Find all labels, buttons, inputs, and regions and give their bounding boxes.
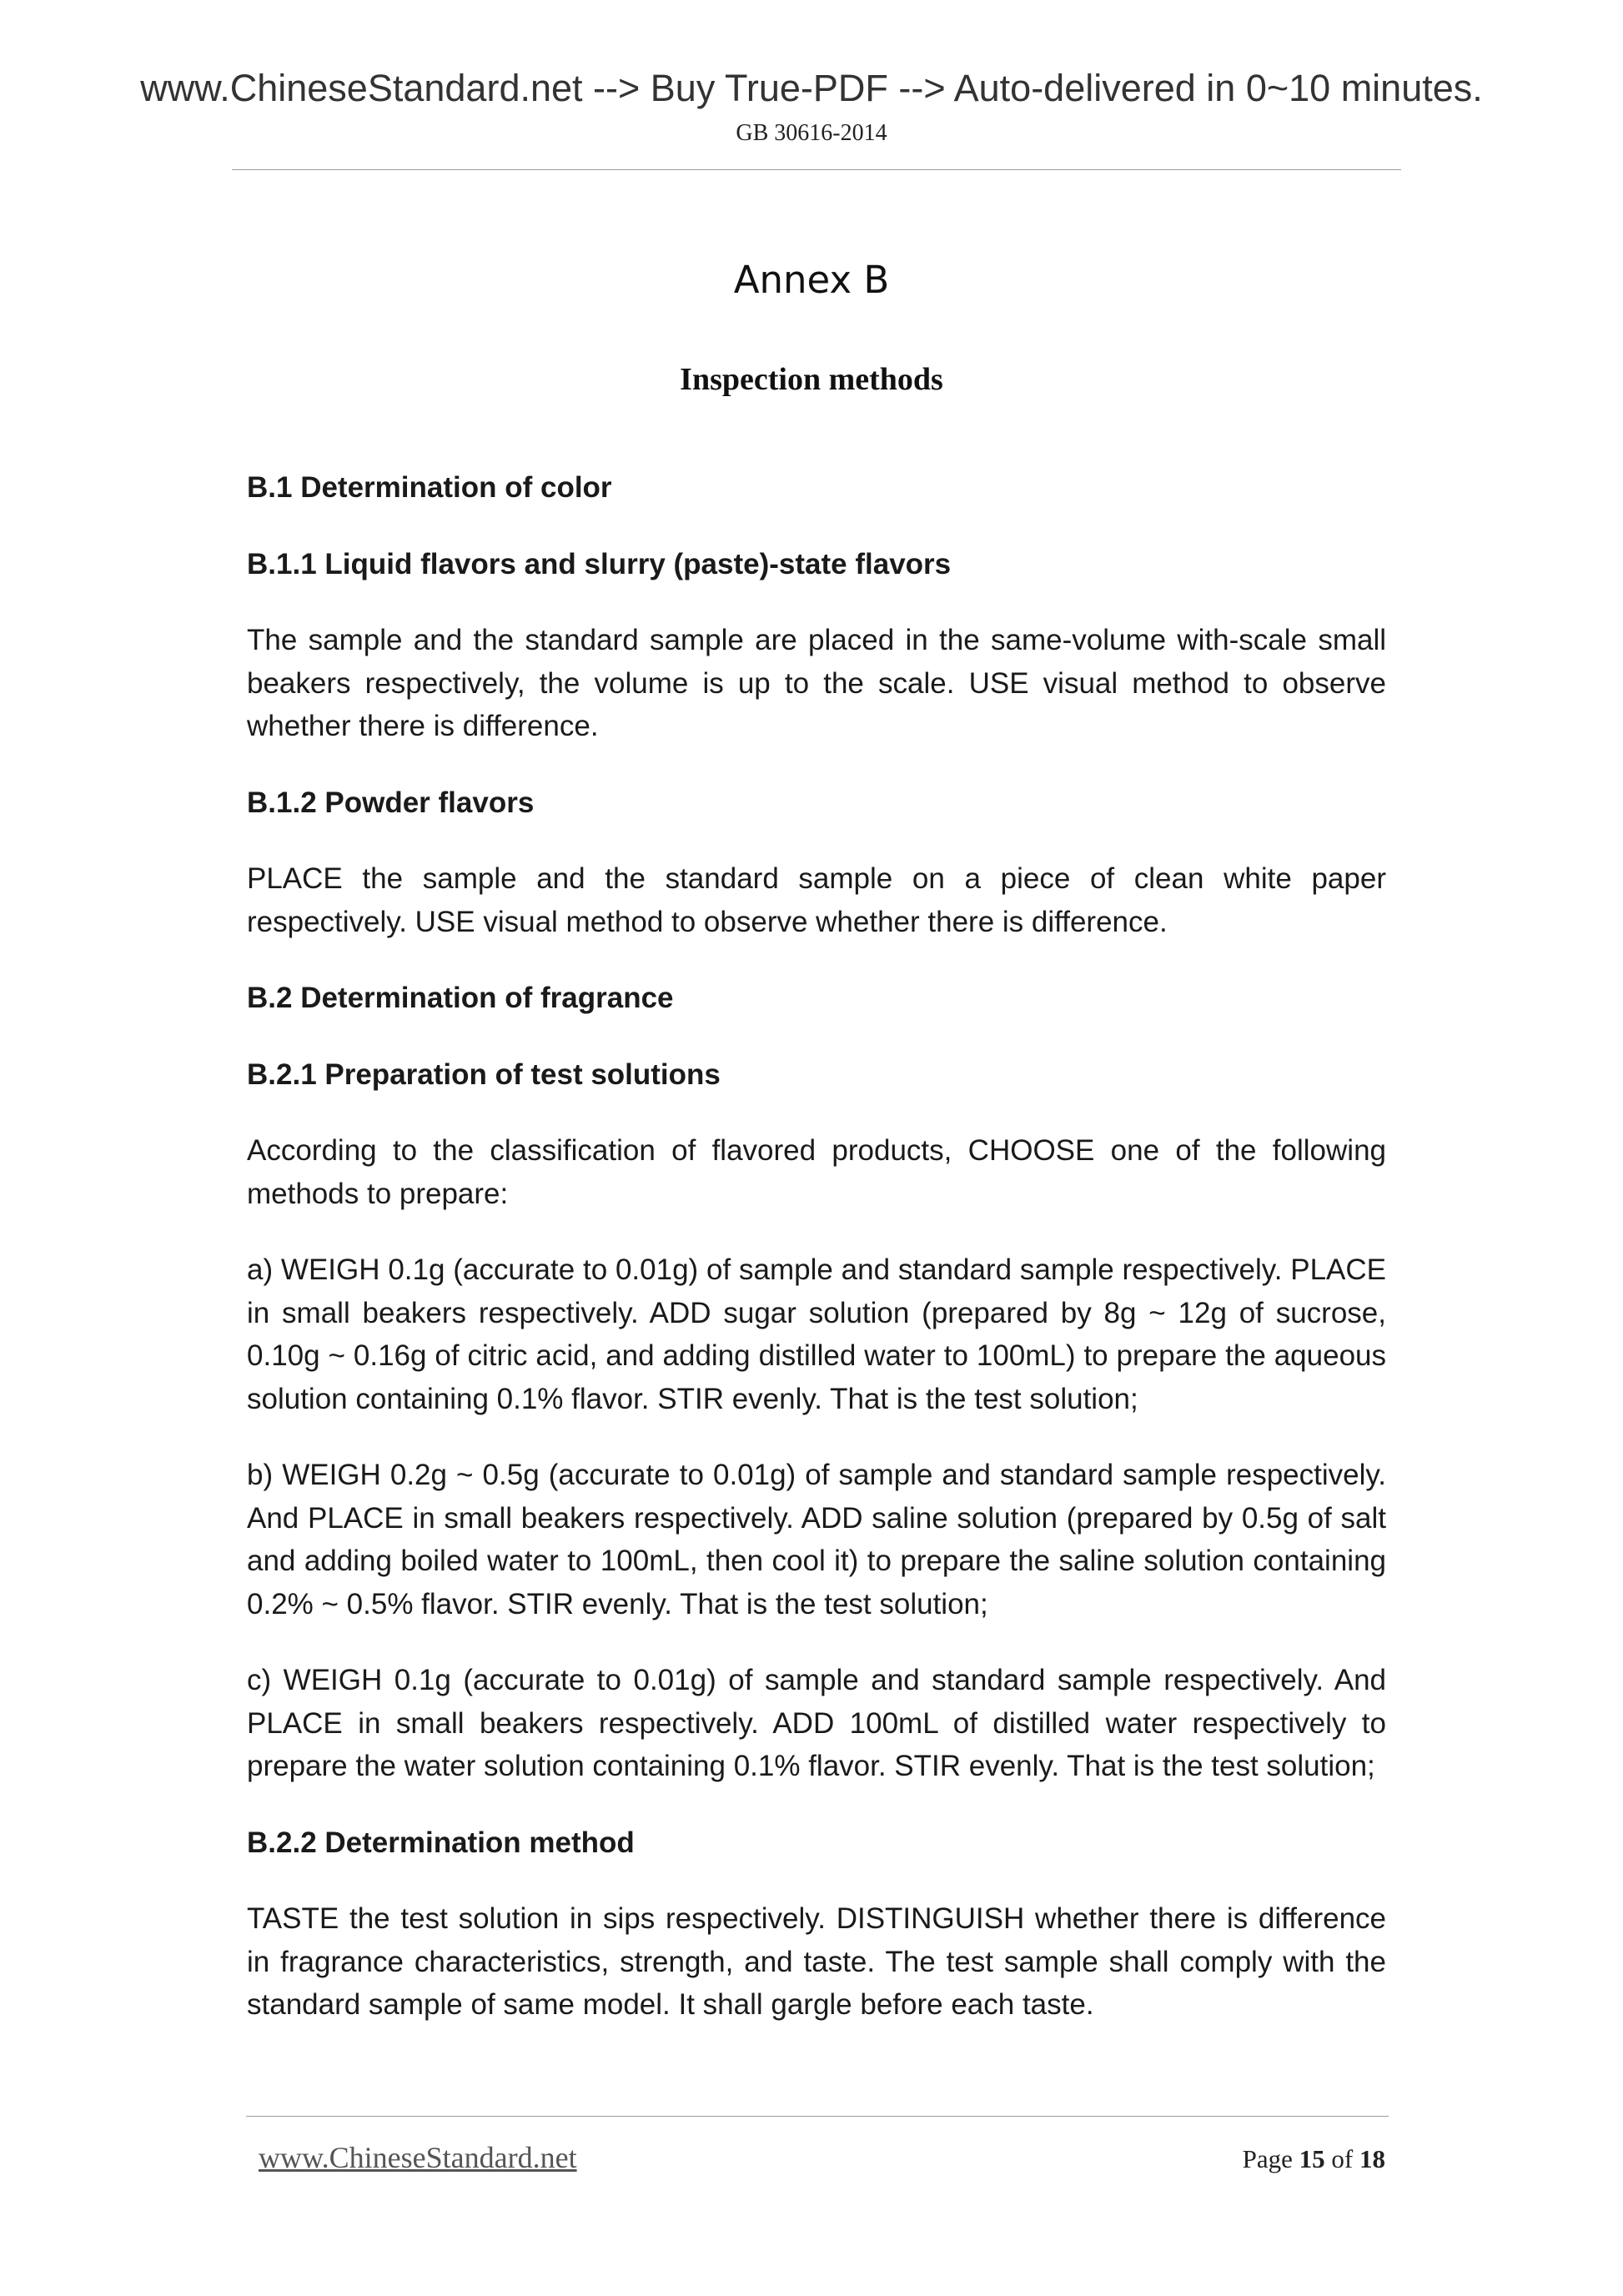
paragraph-b1-2: PLACE the sample and the standard sample on a piece of clean white paper respectively. USE visual method to observe whether there is difference. [247, 862, 1386, 938]
list-item-c: c) WEIGH 0.1g (accurate to 0.01g) of sample and standard sample respectively. And PLACE in small beakers respectively. ADD 100mL of distilled water respectively to prepare the water solution containing 0.1% flavor. STIR evenly. That is the test solution; [247, 1664, 1386, 1782]
heading-b1-2: B.1.2 Powder flavors [247, 786, 535, 819]
footer-divider [246, 2116, 1389, 2117]
footer-website-link[interactable]: www.ChineseStandard.net [259, 2141, 577, 2174]
paragraph-b1-1: The sample and the standard sample are placed in the same-volume with-scale small beakers respectively, the volume is up to the scale. USE visual method to observe whether there is difference. [247, 624, 1386, 742]
heading-b1: B.1 Determination of color [247, 471, 612, 504]
list-item-b: b) WEIGH 0.2g ~ 0.5g (accurate to 0.01g) of sample and standard sample respectively. And PLACE in small beakers respectively. ADD saline solution (prepared by 0.5g of salt and adding boiled water to 100mL, then cool it) to prepare the saline solution containing 0.2% ~ 0.5% flavor. STIR evenly. That is the test solution; [247, 1459, 1386, 1620]
heading-b2-2: B.2.2 Determination method [247, 1826, 635, 1859]
paragraph-b2-1-intro: According to the classification of flavored products, CHOOSE one of the following methods to prepare: [247, 1134, 1386, 1210]
annex-title: Annex B [733, 258, 890, 302]
header-banner: www.ChineseStandard.net --> Buy True-PDF --> Auto-delivered in 0~10 minutes. [140, 67, 1483, 109]
standard-code: GB 30616-2014 [736, 120, 887, 146]
document-body [247, 466, 1386, 2060]
page-word: Page [1242, 2144, 1293, 2173]
annex-subtitle: Inspection methods [680, 362, 943, 397]
page-current: 15 [1299, 2144, 1325, 2173]
heading-b1-1: B.1.1 Liquid flavors and slurry (paste)-state flavors [247, 547, 952, 580]
heading-b2-1: B.2.1 Preparation of test solutions [247, 1058, 721, 1091]
heading-b2: B.2 Determination of fragrance [247, 982, 674, 1014]
paragraph-b2-2: TASTE the test solution in sips respectively. DISTINGUISH whether there is difference in fragrance characteristics, strength, and taste. The test sample shall comply with the standard sample of same model. It shall gargle before each taste. [247, 1902, 1386, 2021]
page-number [1243, 2142, 1385, 2177]
page-total: 18 [1359, 2144, 1385, 2173]
page-of: of [1331, 2144, 1354, 2173]
list-item-a: a) WEIGH 0.1g (accurate to 0.01g) of sample and standard sample respectively. PLACE in small beakers respectively. ADD sugar solution (prepared by 8g ~ 12g of sucrose, 0.10g ~ 0.16g of citric acid, and adding distilled water to 100mL) to prepare the aqueous solution containing 0.1% flavor. STIR evenly. That is the test solution; [247, 1254, 1386, 1415]
header-divider [232, 169, 1401, 170]
